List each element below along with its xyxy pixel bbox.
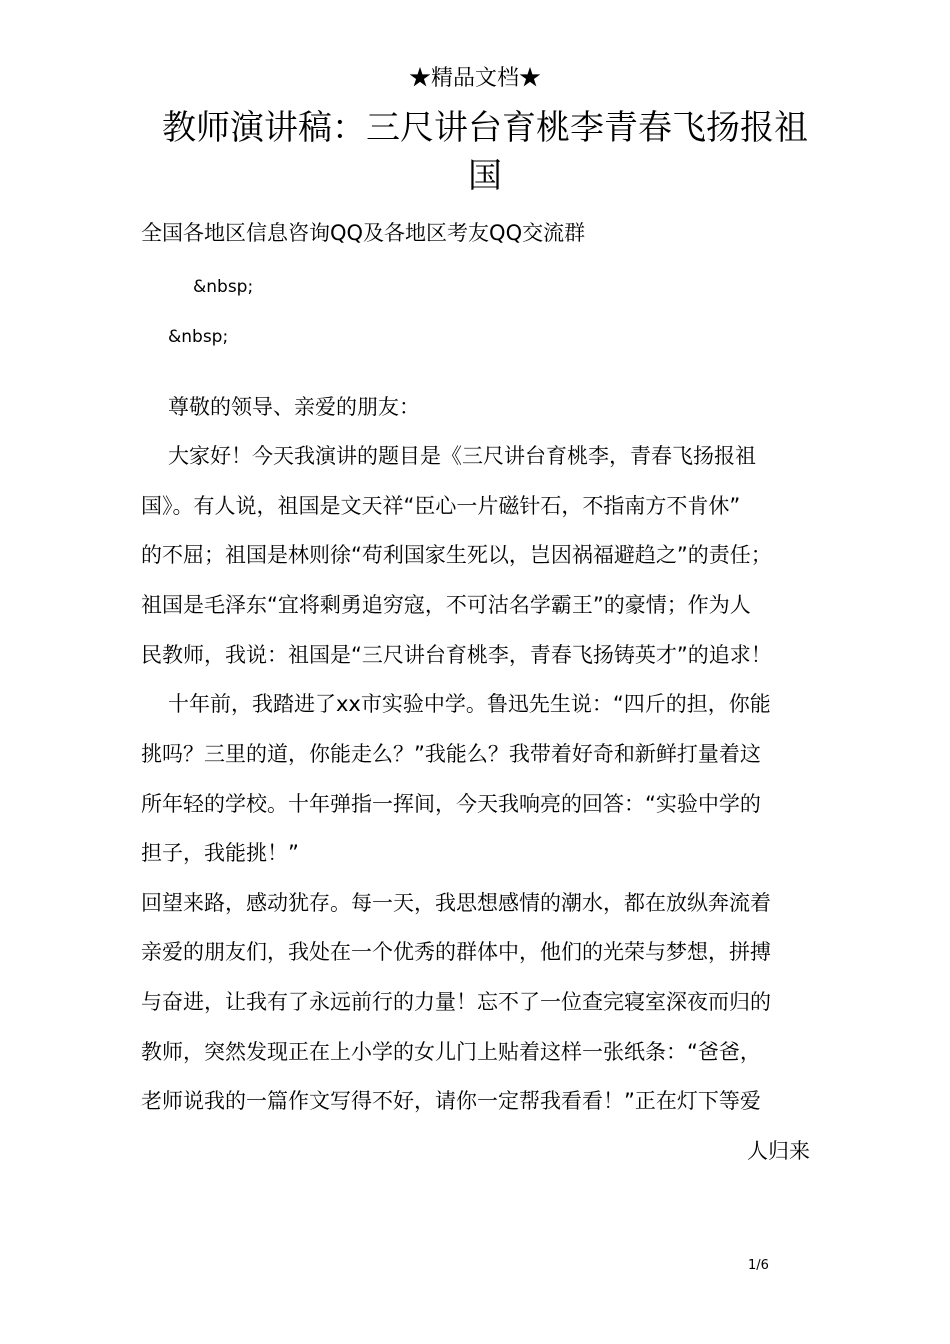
body-line: 老师说我的一篇作文写得不好，请你一定帮我看看！”正在灯下等爱 (141, 1089, 761, 1113)
document-title-line-1: 教师演讲稿：三尺讲台育桃李青春飞扬报祖 (162, 108, 808, 148)
body-line: 教师，突然发现正在上小学的女儿门上贴着这样一张纸条：“爸爸， (141, 1040, 761, 1064)
body-line: 回望来路，感动犹存。每一天，我思想感情的潮水，都在放纵奔流着 (141, 891, 771, 915)
document-title-line-2: 国 (468, 156, 502, 196)
document-header-mark: ★精品文档★ (408, 66, 541, 91)
body-line: 十年前，我踏进了xx市实验中学。鲁迅先生说：“四斤的担，你能 (168, 692, 771, 716)
body-line: 祖国是毛泽东“宜将剩勇追穷寇，不可沽名学霸王”的豪情；作为人 (141, 593, 751, 617)
body-line-nbsp-1: &nbsp; (193, 277, 254, 297)
body-line-right-aligned: 人归来 (747, 1139, 810, 1163)
body-line-salutation: 尊敬的领导、亲爱的朋友： (168, 395, 420, 419)
body-line: 与奋进，让我有了永远前行的力量！忘不了一位查完寝室深夜而归的 (141, 990, 771, 1014)
body-line: 亲爱的朋友们，我处在一个优秀的群体中，他们的光荣与梦想，拼搏 (141, 940, 771, 964)
body-line-nbsp-2: &nbsp; (168, 327, 229, 347)
page-number: 1/6 (748, 1258, 769, 1273)
body-line: 担子，我能挑！” (141, 841, 299, 865)
body-line: 国》。有人说，祖国是文天祥“臣心一片磁针石，不指南方不肯休” (141, 494, 741, 518)
body-line: 大家好！今天我演讲的题目是《三尺讲台育桃李，青春飞扬报祖 (168, 444, 756, 468)
body-line: 所年轻的学校。十年弹指一挥间，今天我响亮的回答：“实验中学的 (141, 792, 761, 816)
body-line: 挑吗？三里的道，你能走么？”我能么？我带着好奇和新鲜打量着这 (141, 742, 761, 766)
body-line-qq-info: 全国各地区信息咨询QQ及各地区考友QQ交流群 (141, 221, 586, 245)
body-line: 的不屈；祖国是林则徐“苟利国家生死以，岂因祸福避趋之”的责任； (141, 543, 772, 567)
body-line: 民教师，我说：祖国是“三尺讲台育桃李，青春飞扬铸英才”的追求！ (141, 643, 772, 667)
document-title (140, 104, 830, 200)
